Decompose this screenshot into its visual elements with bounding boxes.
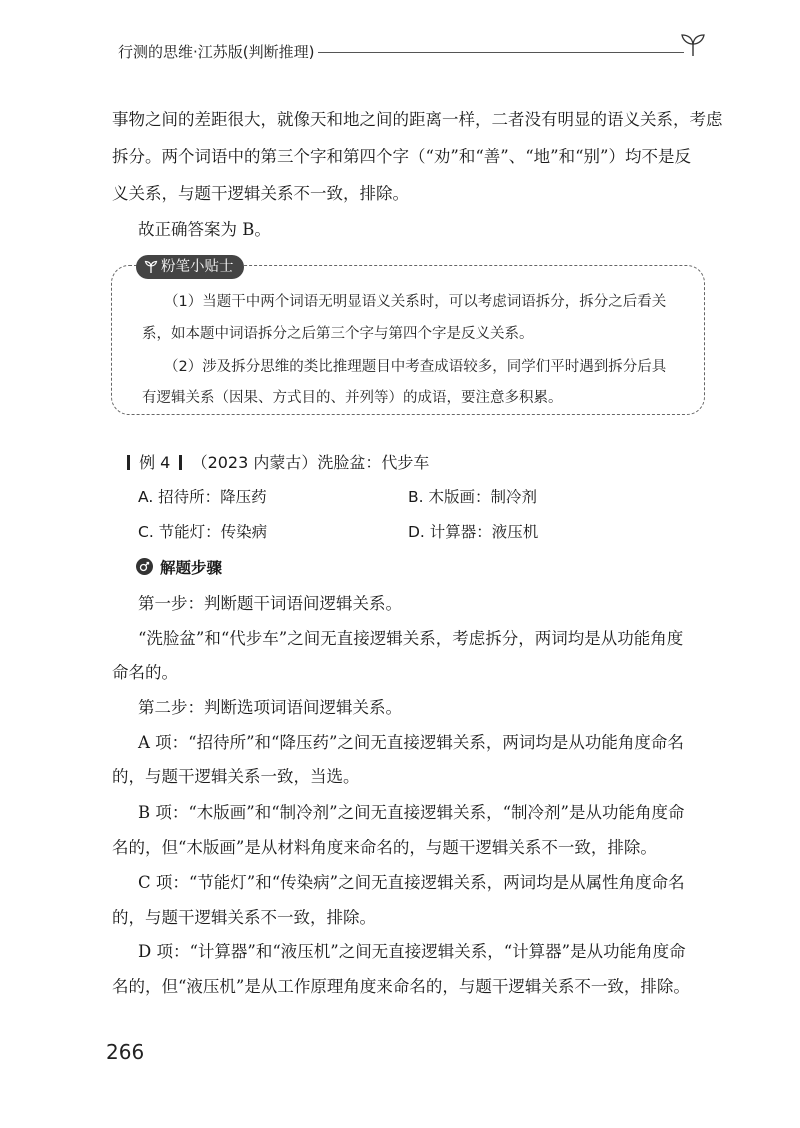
example-question: （2023 内蒙古）洗脸盆：代步车 (191, 453, 430, 472)
tip-badge (136, 255, 244, 279)
bar-mark (127, 455, 130, 470)
example-label: 例 4 (139, 453, 171, 472)
step2-title: 第二步：判断选项词语间逻辑关系。 (138, 698, 402, 717)
tip-line: （1）当题干中两个词语无明显语义关系时，可以考虑词语拆分，拆分之后看关 (164, 294, 667, 310)
step1-title: 第一步：判断题干词语间逻辑关系。 (138, 594, 402, 613)
paragraph-line: 拆分。两个词语中的第三个字和第四个字（“劝”和“善”、“地”和“别”）均不是反 (112, 147, 691, 166)
paragraph-line: 名的，但“木版画”是从材料角度来命名的，与题干逻辑关系不一致，排除。 (112, 838, 657, 857)
option-b: B. 木版画：制冷剂 (408, 488, 537, 506)
bar-mark (179, 455, 182, 470)
sprout-icon (678, 32, 708, 58)
running-header-title: 行测的思维·江苏版(判断推理) (118, 43, 315, 61)
tip-line: 系，如本题中词语拆分之后第三个字与第四个字是反义关系。 (142, 326, 534, 342)
tip-badge-label: 粉笔小贴士 (161, 259, 234, 275)
paragraph-line: B 项：“木版画”和“制冷剂”之间无直接逻辑关系，“制冷剂”是从功能角度命 (138, 803, 685, 822)
paragraph-line: 事物之间的差距很大，就像天和地之间的距离一样，二者没有明显的语义关系，考虑 (112, 110, 723, 129)
page-number: 266 (106, 1040, 145, 1064)
option-d: D. 计算器：液压机 (408, 523, 539, 541)
header-rule (318, 52, 684, 53)
paragraph-line: A 项：“招待所”和“降压药”之间无直接逻辑关系，两词均是从功能角度命名 (138, 733, 684, 752)
steps-title: 解题步骤 (160, 559, 223, 577)
steps-icon (136, 558, 153, 575)
answer-line: 故正确答案为 B。 (138, 220, 271, 239)
paragraph-line: 名的，但“液压机”是从工作原理角度来命名的，与题干逻辑关系不一致，排除。 (112, 977, 690, 996)
paragraph-line: 的，与题干逻辑关系不一致，排除。 (112, 908, 376, 927)
example-heading (127, 450, 429, 473)
tip-line: （2）涉及拆分思维的类比推理题目中考查成语较多，同学们平时遇到拆分后具 (164, 359, 667, 375)
option-c: C. 节能灯：传染病 (138, 523, 268, 541)
tip-line: 有逻辑关系（因果、方式目的、并列等）的成语，要注意多积累。 (142, 390, 563, 406)
option-a: A. 招待所：降压药 (138, 488, 267, 506)
paragraph-line: “洗脸盆”和“代步车”之间无直接逻辑关系，考虑拆分，两词均是从功能角度 (138, 629, 684, 648)
paragraph-line: C 项：“节能灯”和“传染病”之间无直接逻辑关系，两词均是从属性角度命名 (138, 873, 685, 892)
paragraph-line: 的，与题干逻辑关系一致，当选。 (112, 767, 360, 786)
paragraph-line: 命名的。 (112, 663, 178, 682)
paragraph-line: D 项：“计算器”和“液压机”之间无直接逻辑关系，“计算器”是从功能角度命 (138, 942, 686, 961)
paragraph-line: 义关系，与题干逻辑关系不一致，排除。 (112, 184, 409, 203)
sprout-icon (144, 260, 158, 274)
